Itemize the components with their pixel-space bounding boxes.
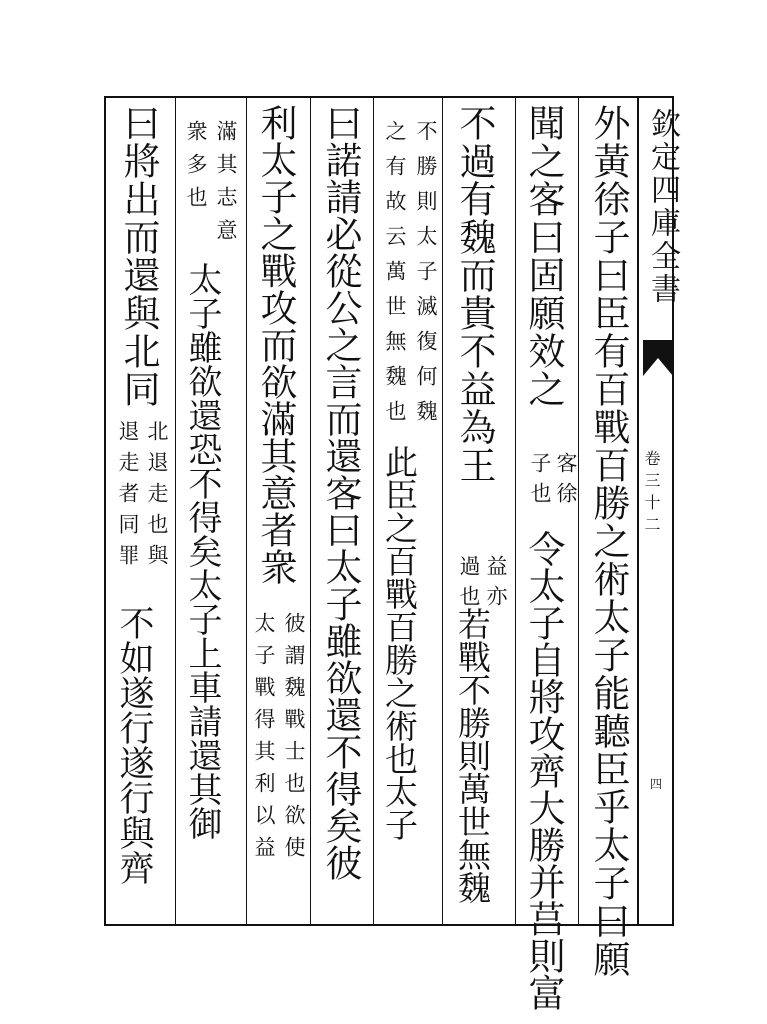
annotation-column: 客徐 [554,452,578,512]
text-column: 令太子自將攻齊大勝并莒則富 [522,530,565,1011]
text-column: 聞之客曰固願效之 [522,104,565,408]
column-rule [373,96,374,926]
annotation-column: 之有故云萬世無魏也 [383,120,407,435]
book-title: 欽定四庫全書 [645,108,680,306]
juan-label: 卷三十二 [642,450,661,538]
annotation-column: 衆多也 [184,120,208,219]
fish-tail-mark [643,340,673,376]
text-column: 利太子之戰攻而欲滿其意者衆 [254,104,297,585]
annotation-column: 退走者同罪 [116,420,140,575]
annotation-column: 過也 [457,555,481,615]
page-number: 四 [650,777,663,791]
annotation-column: 彼謂魏戰士也欲使 [282,612,306,868]
column-rule [442,96,443,926]
annotation-column: 子也 [528,452,552,512]
text-column: 此臣之百戰百勝之術也太子 [380,445,419,841]
annotation-column: 滿其志意 [214,120,238,252]
column-rule [515,96,516,926]
annotation-column: 不勝則太子滅復何魏 [414,120,438,435]
text-column: 不如遂行遂行與齊 [114,605,154,885]
annotation-column: 北退走也與 [145,420,169,575]
column-rule [175,96,176,926]
annotation-column: 益亦 [484,555,508,615]
text-column: 太子雖欲還恐不得矣太子上車請還其御 [182,262,222,840]
margin-rule [637,96,639,926]
text-column: 若戰不勝則萬世無魏 [453,607,492,904]
column-rule [246,96,247,926]
text-column: 外黃徐子曰臣有百戰百勝之術太子能聽臣乎太子曰願 [587,104,630,978]
text-column: 曰諾請必從公之言而還客曰太子雖欲還不得矣彼 [319,104,362,881]
column-rule [310,96,311,926]
text-column: 曰將出而還與北同 [117,104,160,408]
annotation-column: 太子戰得其利以益 [252,612,276,868]
text-column: 不過有魏而貴不益為王 [453,104,496,484]
